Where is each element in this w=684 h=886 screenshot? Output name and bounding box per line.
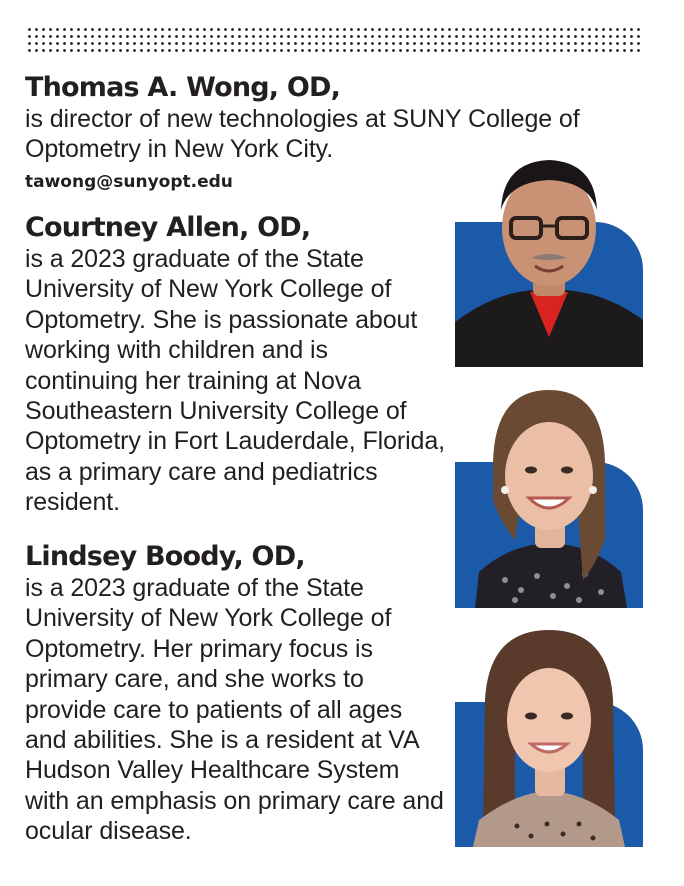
author-bio-boody	[25, 541, 445, 847]
author-name: Thomas A. Wong, OD,	[25, 72, 341, 103]
author-name: Lindsey Boody, OD,	[25, 541, 305, 572]
headshot-illustration	[455, 390, 643, 608]
author-description: is director of new technologies at SUNY College of Optometry in New York City.	[25, 105, 580, 164]
author-photo-wong	[455, 152, 643, 367]
author-description: is a 2023 graduate of the State University of New York College of Optometry. Her primary focus is primary care, and she works to provide care to patients of all ages and abilities. She is a resident at VA Hudson Valley Healthcare System with an emphasis on primary care and ocular disease.	[25, 574, 444, 846]
dotted-divider	[26, 26, 644, 54]
author-photo-boody	[455, 630, 643, 847]
author-name: Courtney Allen, OD,	[25, 212, 311, 243]
author-photo-allen	[455, 390, 643, 608]
headshot-illustration	[455, 152, 643, 367]
headshot-illustration	[455, 630, 643, 847]
author-bio-allen	[25, 212, 445, 518]
author-description: is a 2023 graduate of the State University of New York College of Optometry. She is passionate about working with children and is continuing her training at Nova Southeastern University College of Optometry in Fort Lauderdale, Florida, as a primary care and pediatrics resident.	[25, 245, 446, 517]
author-email-link[interactable]: tawong@sunyopt.edu	[25, 171, 233, 192]
